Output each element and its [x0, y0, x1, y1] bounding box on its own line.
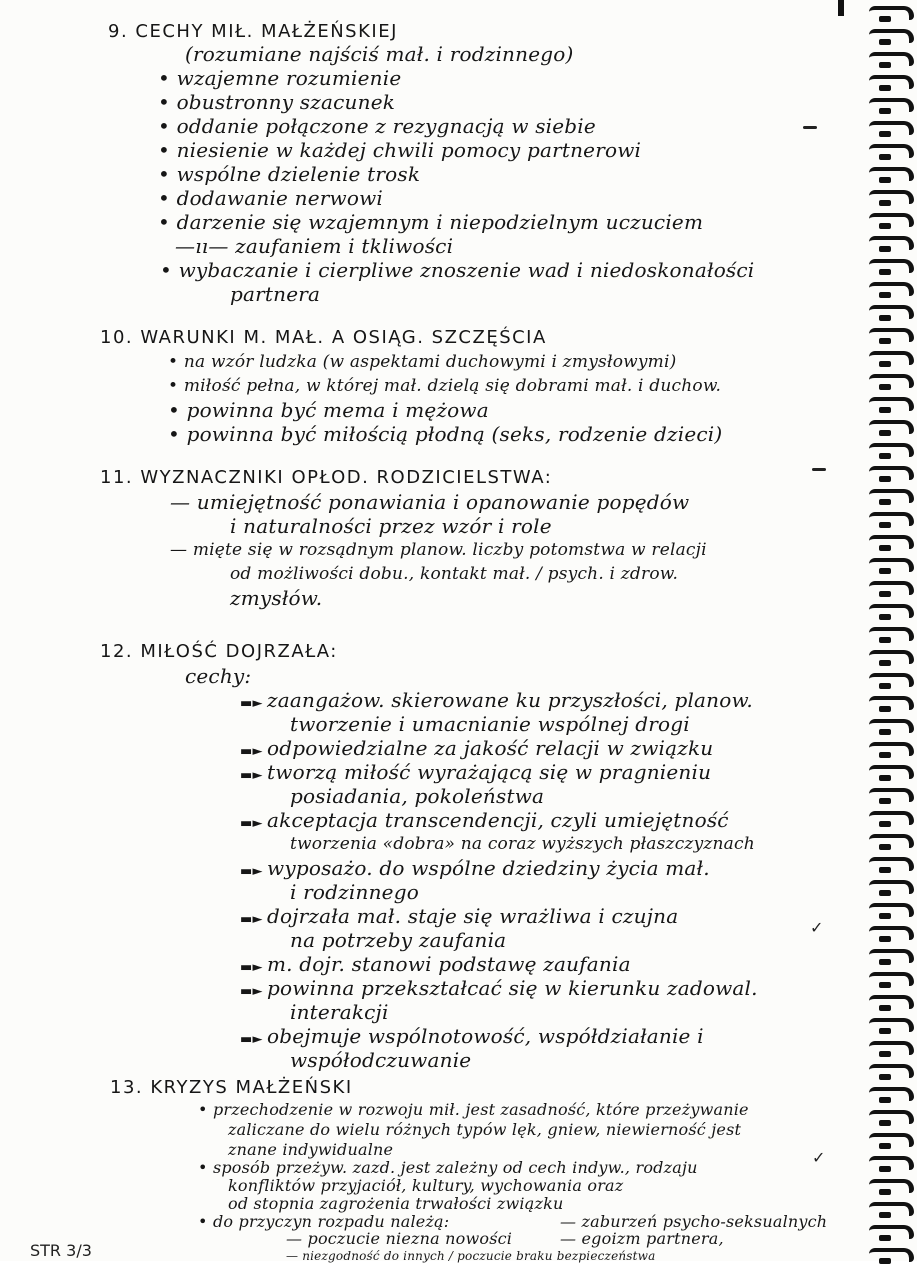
punch-hole: [879, 936, 891, 942]
punch-hole: [879, 1097, 891, 1103]
spiral-ring: [869, 29, 914, 43]
punch-hole: [879, 1120, 891, 1126]
punch-hole: [879, 108, 891, 114]
punch-hole: [879, 821, 891, 827]
punch-hole: [879, 384, 891, 390]
list-item: ▬► akceptacja transcendencji, czyli umiejętność: [240, 808, 729, 836]
punch-hole: [879, 729, 891, 735]
spiral-ring: [869, 328, 914, 342]
list-item: współodczuwanie: [290, 1048, 472, 1072]
punch-hole: [879, 752, 891, 758]
list-item: ▬► m. dojr. stanowi podstawę zaufania: [240, 952, 631, 980]
spiral-ring: [869, 1225, 914, 1239]
list-item: • wzajemne rozumienie: [158, 66, 401, 90]
section-11-heading: 11. WYZNACZNIKI OPŁOD. RODZICIELSTWA:: [100, 467, 553, 488]
spiral-ring: [869, 1041, 914, 1055]
punch-hole: [879, 430, 891, 436]
spiral-ring: [869, 765, 914, 779]
spiral-ring: [869, 489, 914, 503]
list-item: • dodawanie nerwowi: [158, 186, 383, 210]
list-item: • na wzór ludzka (w aspektami duchowymi i zmysłowymi): [168, 350, 676, 374]
spiral-ring: [869, 558, 914, 572]
punch-hole: [879, 39, 891, 45]
spiral-ring: [869, 1179, 914, 1193]
spiral-ring: [869, 213, 914, 227]
spiral-ring: [869, 650, 914, 664]
punch-hole: [879, 177, 891, 183]
spiral-ring: [869, 351, 914, 365]
punch-hole: [879, 1212, 891, 1218]
list-item: zaliczane do wielu różnych typów lęk, gniew, niewierność jest: [228, 1120, 742, 1139]
list-item: • wybaczanie i cierpliwe znoszenie wad i niedoskonałości: [160, 258, 754, 282]
list-item: • przechodzenie w rozwoju mił. jest zasadność, które przeżywanie: [198, 1098, 749, 1122]
spiral-ring: [869, 880, 914, 894]
spiral-ring: [869, 466, 914, 480]
ink-mark: [838, 0, 844, 16]
list-item: • darzenie się wzajemnym i niepodzielnym uczuciem: [158, 210, 703, 234]
punch-hole: [879, 1258, 891, 1264]
punch-hole: [879, 338, 891, 344]
section-9-subtitle: (rozumiane najściś mał. i rodzinnego): [185, 42, 574, 66]
spiral-ring: [869, 949, 914, 963]
punch-hole: [879, 62, 891, 68]
list-item: — niezgodność do innych / poczucie braku bezpieczeństwa: [286, 1244, 656, 1268]
list-item: — mięte się w rozsądnym planow. liczby potomstwa w relacji: [170, 538, 707, 562]
punch-hole: [879, 706, 891, 712]
spiral-ring: [869, 696, 914, 710]
punch-hole: [879, 476, 891, 482]
spiral-binding: [855, 0, 917, 1261]
section-13-heading: 13. KRYZYS MAŁŻEŃSKI: [110, 1077, 353, 1098]
list-item: i rodzinnego: [290, 880, 419, 904]
spiral-ring: [869, 1064, 914, 1078]
list-item: ▬► powinna przekształcać się w kierunku zadowal.: [240, 976, 758, 1004]
list-item: — poczucie niezna nowości: [286, 1227, 512, 1251]
punch-hole: [879, 775, 891, 781]
spiral-ring: [869, 397, 914, 411]
punch-hole: [879, 85, 891, 91]
margin-dash: [803, 126, 817, 129]
punch-hole: [879, 913, 891, 919]
punch-hole: [879, 1235, 891, 1241]
check-mark-icon: ✓: [812, 1148, 826, 1167]
spiral-ring: [869, 420, 914, 434]
spiral-ring: [869, 75, 914, 89]
list-item: konfliktów przyjaciół, kultury, wychowania oraz: [228, 1176, 624, 1195]
punch-hole: [879, 568, 891, 574]
list-item: • wspólne dzielenie trosk: [158, 162, 420, 186]
spiral-ring: [869, 788, 914, 802]
punch-hole: [879, 890, 891, 896]
punch-hole: [879, 453, 891, 459]
punch-hole: [879, 959, 891, 965]
spiral-ring: [869, 1087, 914, 1101]
list-item: • oddanie połączone z rezygnacją w siebie: [158, 114, 596, 138]
punch-hole: [879, 522, 891, 528]
punch-hole: [879, 614, 891, 620]
spiral-ring: [869, 972, 914, 986]
spiral-ring: [869, 1202, 914, 1216]
punch-hole: [879, 798, 891, 804]
spiral-ring: [869, 282, 914, 296]
list-item: od stopnia zagrożenia trwałości związku: [228, 1194, 564, 1213]
list-item: od możliwości dobu., kontakt mał. / psych. i zdrow.: [230, 564, 679, 584]
punch-hole: [879, 200, 891, 206]
list-item: posiadania, pokoleństwa: [290, 784, 545, 808]
punch-hole: [879, 591, 891, 597]
cechy-label: cechy:: [185, 664, 252, 688]
punch-hole: [879, 1166, 891, 1172]
punch-hole: [879, 867, 891, 873]
spiral-ring: [869, 236, 914, 250]
punch-hole: [879, 982, 891, 988]
punch-hole: [879, 844, 891, 850]
list-item: ▬► dojrzała mał. staje się wrażliwa i czujna: [240, 904, 678, 932]
spiral-ring: [869, 6, 914, 20]
spiral-ring: [869, 144, 914, 158]
spiral-ring: [869, 535, 914, 549]
section-12-heading: 12. MIŁOŚĆ DOJRZAŁA:: [100, 641, 338, 662]
punch-hole: [879, 1143, 891, 1149]
punch-hole: [879, 1074, 891, 1080]
list-item: i naturalności przez wzór i role: [230, 514, 552, 538]
punch-hole: [879, 246, 891, 252]
spiral-ring: [869, 581, 914, 595]
section-9-heading: 9. CECHY MIŁ. MAŁŻEŃSKIEJ: [108, 21, 398, 42]
list-item: tworzenie i umacnianie wspólnej drogi: [290, 712, 690, 736]
punch-hole: [879, 154, 891, 160]
spiral-ring: [869, 627, 914, 641]
spiral-ring: [869, 1018, 914, 1032]
list-item: interakcji: [290, 1000, 389, 1024]
section-10-heading: 10. WARUNKI M. MAŁ. A OSIĄG. SZCZĘŚCIA: [100, 327, 547, 348]
list-item: — egoizm partnera,: [560, 1227, 724, 1251]
spiral-ring: [869, 811, 914, 825]
margin-dash: [812, 468, 826, 471]
list-item: tworzenia «dobra» na coraz wyższych płaszczyznach: [290, 834, 755, 854]
list-item: partnera: [230, 282, 321, 306]
spiral-ring: [869, 834, 914, 848]
list-item: ▬► obejmuje wspólnotowość, współdziałanie i: [240, 1024, 704, 1052]
list-item: • do przyczyn rozpadu należą:: [198, 1210, 449, 1234]
punch-hole: [879, 131, 891, 137]
punch-hole: [879, 1051, 891, 1057]
spiral-ring: [869, 443, 914, 457]
spiral-ring: [869, 52, 914, 66]
spiral-ring: [869, 1156, 914, 1170]
punch-hole: [879, 407, 891, 413]
list-item: • obustronny szacunek: [158, 90, 395, 114]
spiral-ring: [869, 926, 914, 940]
spiral-ring: [869, 374, 914, 388]
spiral-ring: [869, 1248, 914, 1262]
spiral-ring: [869, 259, 914, 273]
list-item: — zaburzeń psycho-seksualnych: [560, 1210, 827, 1234]
spiral-ring: [869, 1110, 914, 1124]
punch-hole: [879, 1189, 891, 1195]
punch-hole: [879, 292, 891, 298]
spiral-ring: [869, 190, 914, 204]
check-mark-icon: ✓: [810, 918, 824, 937]
list-item: • powinna być miłością płodną (seks, rodzenie dzieci): [168, 422, 722, 446]
spiral-ring: [869, 167, 914, 181]
list-item: na potrzeby zaufania: [290, 928, 507, 952]
spiral-ring: [869, 995, 914, 1009]
punch-hole: [879, 223, 891, 229]
list-item: ▬► wyposażo. do wspólne dziedziny życia mał.: [240, 856, 710, 884]
punch-hole: [879, 660, 891, 666]
list-item: ▬► zaangażow. skierowane ku przyszłości, planow.: [240, 688, 753, 716]
list-item: ▬► odpowiedzialne za jakość relacji w związku: [240, 736, 713, 764]
punch-hole: [879, 683, 891, 689]
list-item: — umiejętność ponawiania i opanowanie popędów: [170, 490, 689, 514]
punch-hole: [879, 545, 891, 551]
punch-hole: [879, 16, 891, 22]
list-item: • sposób przeżyw. zazd. jest zależny od cech indyw., rodzaju: [198, 1156, 698, 1180]
punch-hole: [879, 1028, 891, 1034]
punch-hole: [879, 315, 891, 321]
punch-hole: [879, 637, 891, 643]
spiral-ring: [869, 512, 914, 526]
spiral-ring: [869, 673, 914, 687]
list-item: —ıı— zaufaniem i tkliwości: [175, 234, 454, 258]
list-item: • powinna być mema i mężowa: [168, 398, 489, 422]
spiral-ring: [869, 604, 914, 618]
spiral-ring: [869, 719, 914, 733]
page-number: STR 3/3: [30, 1241, 92, 1260]
list-item: • niesienie w każdej chwili pomocy partnerowi: [158, 138, 641, 162]
spiral-ring: [869, 742, 914, 756]
list-item: zmysłów.: [230, 586, 323, 610]
punch-hole: [879, 269, 891, 275]
spiral-ring: [869, 121, 914, 135]
spiral-ring: [869, 98, 914, 112]
list-item: • miłość pełna, w której mał. dzielą się dobrami mał. i duchow.: [168, 374, 721, 398]
list-item: ▬► tworzą miłość wyrażającą się w pragnieniu: [240, 760, 711, 788]
punch-hole: [879, 499, 891, 505]
spiral-ring: [869, 903, 914, 917]
list-item: znane indywidualne: [228, 1140, 394, 1159]
punch-hole: [879, 1005, 891, 1011]
punch-hole: [879, 361, 891, 367]
spiral-ring: [869, 857, 914, 871]
spiral-ring: [869, 1133, 914, 1147]
spiral-ring: [869, 305, 914, 319]
